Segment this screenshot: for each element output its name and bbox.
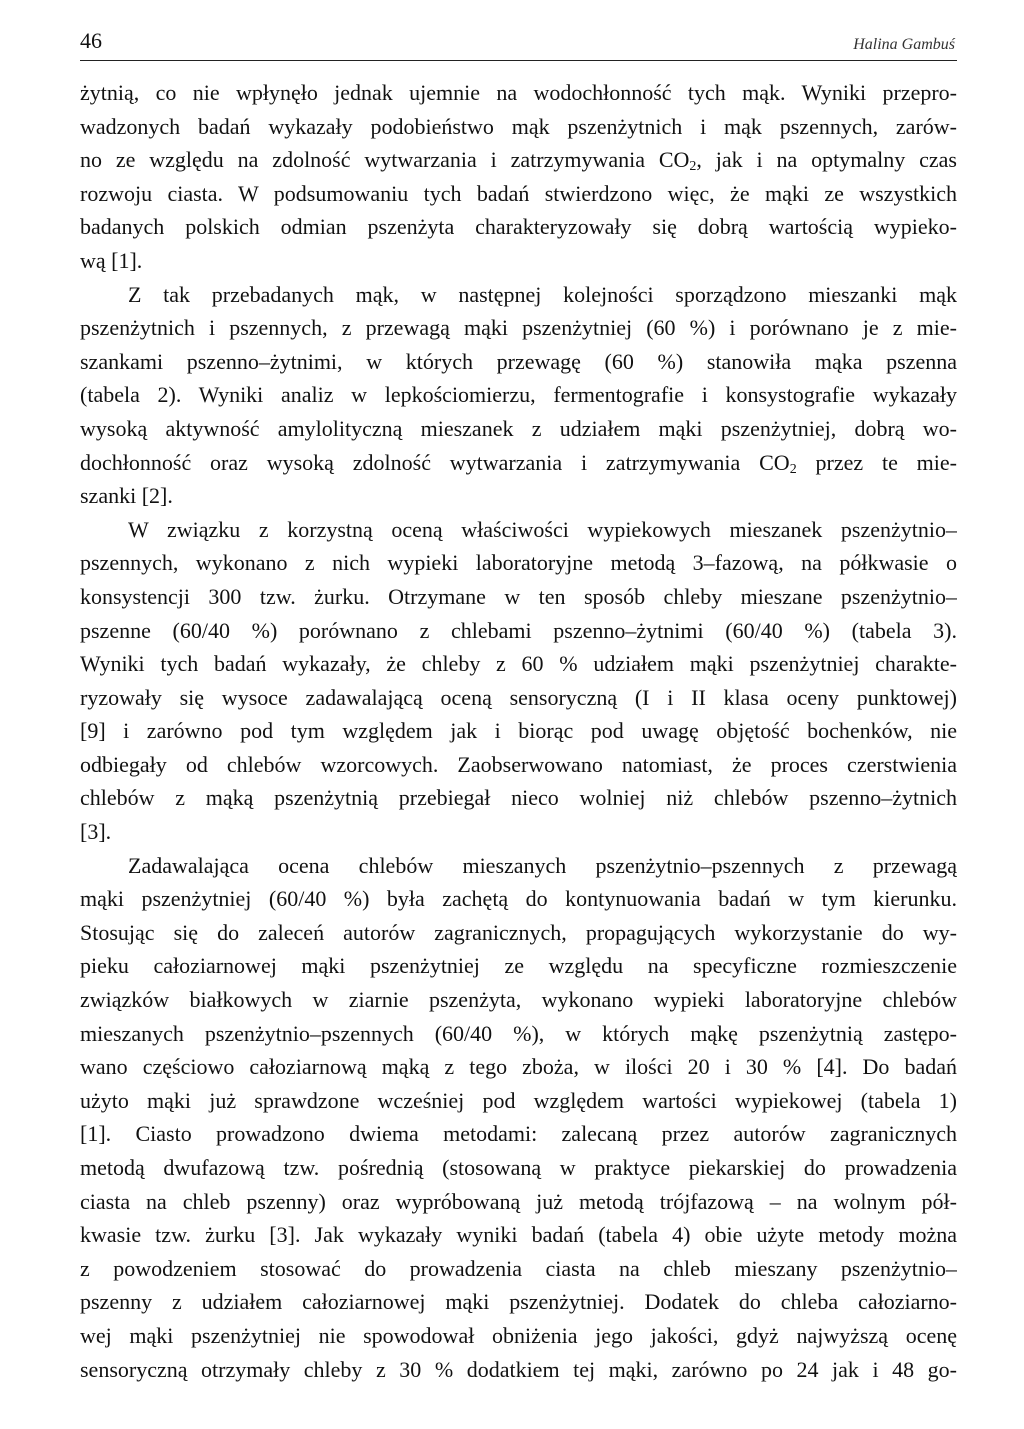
- running-head-author: Halina Gambuś: [853, 36, 955, 53]
- text-line: (tabela 2). Wyniki analiz w lepkościomierzu, fermentografie i konsystografie wykazały: [80, 382, 957, 408]
- text-line: pszenżytnich i pszennych, z przewagą mąki pszenżytniej (60 %) i porównano je z mie-: [80, 315, 957, 341]
- text-line: [1]. Ciasto prowadzono dwiema metodami: zalecaną przez autorów zagranicznych: [80, 1121, 957, 1147]
- text-line: szankami pszenno–żytnimi, w których przewagę (60 %) stanowiła mąka pszenna: [80, 348, 957, 374]
- text-line: [80, 446, 957, 480]
- text-line: ciasta na chleb pszenny) oraz wypróbowaną już metodą trójfazową – na wolnym pół-: [80, 1188, 957, 1214]
- text-line: Stosując się do zaleceń autorów zagranicznych, propagujących wykorzystanie do wy-: [80, 919, 957, 945]
- text-run: przez te mie-: [796, 449, 957, 475]
- text-line: szanki [2].: [80, 483, 173, 509]
- text-line: wano częściowo całoziarnową mąką z tego zboża, w ilości 20 i 30 % [4]. Do badań: [80, 1054, 957, 1080]
- text-line: W związku z korzystną oceną właściwości wypiekowych mieszanek pszenżytnio–: [128, 516, 957, 542]
- text-line: chlebów z mąką pszenżytnią przebiegał nieco wolniej niż chlebów pszenno–żytnich: [80, 785, 957, 811]
- text-line: wą [1].: [80, 247, 143, 273]
- text-line: metodą dwufazową tzw. pośrednią (stosowaną w praktyce piekarskiej do prowadzenia: [80, 1155, 957, 1180]
- text-line: sensoryczną otrzymały chleby z 30 % dodatkiem tej mąki, zarówno po 24 jak i 48 go-: [80, 1356, 957, 1382]
- text-line: Wyniki tych badań wykazały, że chleby z 60 % udziałem mąki pszenżytniej charakte-: [80, 651, 957, 677]
- text-line: odbiegały od chlebów wzorcowych. Zaobserwowano natomiast, że proces czerstwienia: [80, 751, 957, 777]
- text-line: wadzonych badań wykazały podobieństwo mąk pszenżytnich i mąk pszennych, zarów-: [80, 113, 957, 139]
- text-line: badanych polskich odmian pszenżyta charakteryzowały się dobrą wartością wypieko-: [80, 214, 957, 240]
- text-line: mąki pszenżytniej (60/40 %) była zachętą do kontynuowania badań w tym kierunku.: [80, 886, 957, 912]
- text-line: pieku całoziarnowej mąki pszenżytniej ze względu na specyficzne rozmieszczenie: [80, 953, 957, 979]
- text-line: [3].: [80, 819, 112, 845]
- text-line: pszennych, wykonano z nich wypieki laboratoryjne metodą 3–fazową, na półkwasie o: [80, 550, 957, 576]
- text-line: żytnią, co nie wpłynęło jednak ujemnie na wodochłonność tych mąk. Wyniki przepro-: [80, 80, 957, 105]
- text-line: związków białkowych w ziarnie pszenżyta, wykonano wypieki laboratoryjne chlebów: [80, 987, 957, 1013]
- text-line: konsystencji 300 tzw. żurku. Otrzymane w ten sposób chleby mieszane pszenżytnio–: [80, 583, 957, 609]
- text-line: ryzowały się wysoce zadawalającą oceną sensoryczną (I i II klasa oceny punktowej): [80, 684, 957, 710]
- body-text: [80, 76, 957, 1386]
- text-line: pszenny z udziałem całoziarnowej mąki pszenżytniej. Dodatek do chleba całoziarno-: [80, 1289, 957, 1315]
- text-line: rozwoju ciasta. W podsumowaniu tych badań stwierdzono więc, że mąki ze wszystkich: [80, 180, 957, 206]
- page-number: 46: [80, 28, 102, 53]
- document-page: [80, 0, 957, 1429]
- subscript: 2: [689, 159, 697, 175]
- text-line: wysoką aktywność amylolityczną mieszanek z udziałem mąki pszenżytniej, dobrą wo-: [80, 415, 957, 441]
- text-line: [80, 143, 957, 177]
- text-run: dochłonność oraz wysoką zdolność wytwarzania i zatrzymywania CO: [80, 449, 790, 475]
- text-line: Zadawalająca ocena chlebów mieszanych pszenżytnio–pszennych z przewagą: [128, 852, 957, 878]
- text-line: mieszanych pszenżytnio–pszennych (60/40 %), w których mąkę pszenżytnią zastępo-: [80, 1020, 957, 1046]
- text-line: wej mąki pszenżytniej nie spowodował obniżenia jego jakości, gdyż najwyższą ocenę: [80, 1322, 957, 1348]
- running-header: [80, 26, 957, 61]
- subscript: 2: [789, 461, 797, 477]
- text-run: no ze względu na zdolność wytwarzania i zatrzymywania CO: [80, 147, 690, 173]
- text-line: pszenne (60/40 %) porównano z chlebami pszenno–żytnimi (60/40 %) (tabela 3).: [80, 617, 957, 643]
- text-line: z powodzeniem stosować do prowadzenia ciasta na chleb mieszany pszenżytnio–: [80, 1255, 957, 1281]
- text-line: kwasie tzw. żurku [3]. Jak wykazały wyniki badań (tabela 4) obie użyte metody można: [80, 1222, 957, 1248]
- text-line: [9] i zarówno pod tym względem jak i biorąc pod uwagę objętość bochenków, nie: [80, 718, 957, 744]
- text-run: , jak i na optymalny czas: [696, 147, 957, 173]
- text-line: Z tak przebadanych mąk, w następnej kolejności sporządzono mieszanki mąk: [128, 281, 957, 307]
- text-line: użyto mąki już sprawdzone wcześniej pod względem wartości wypiekowej (tabela 1): [80, 1087, 957, 1113]
